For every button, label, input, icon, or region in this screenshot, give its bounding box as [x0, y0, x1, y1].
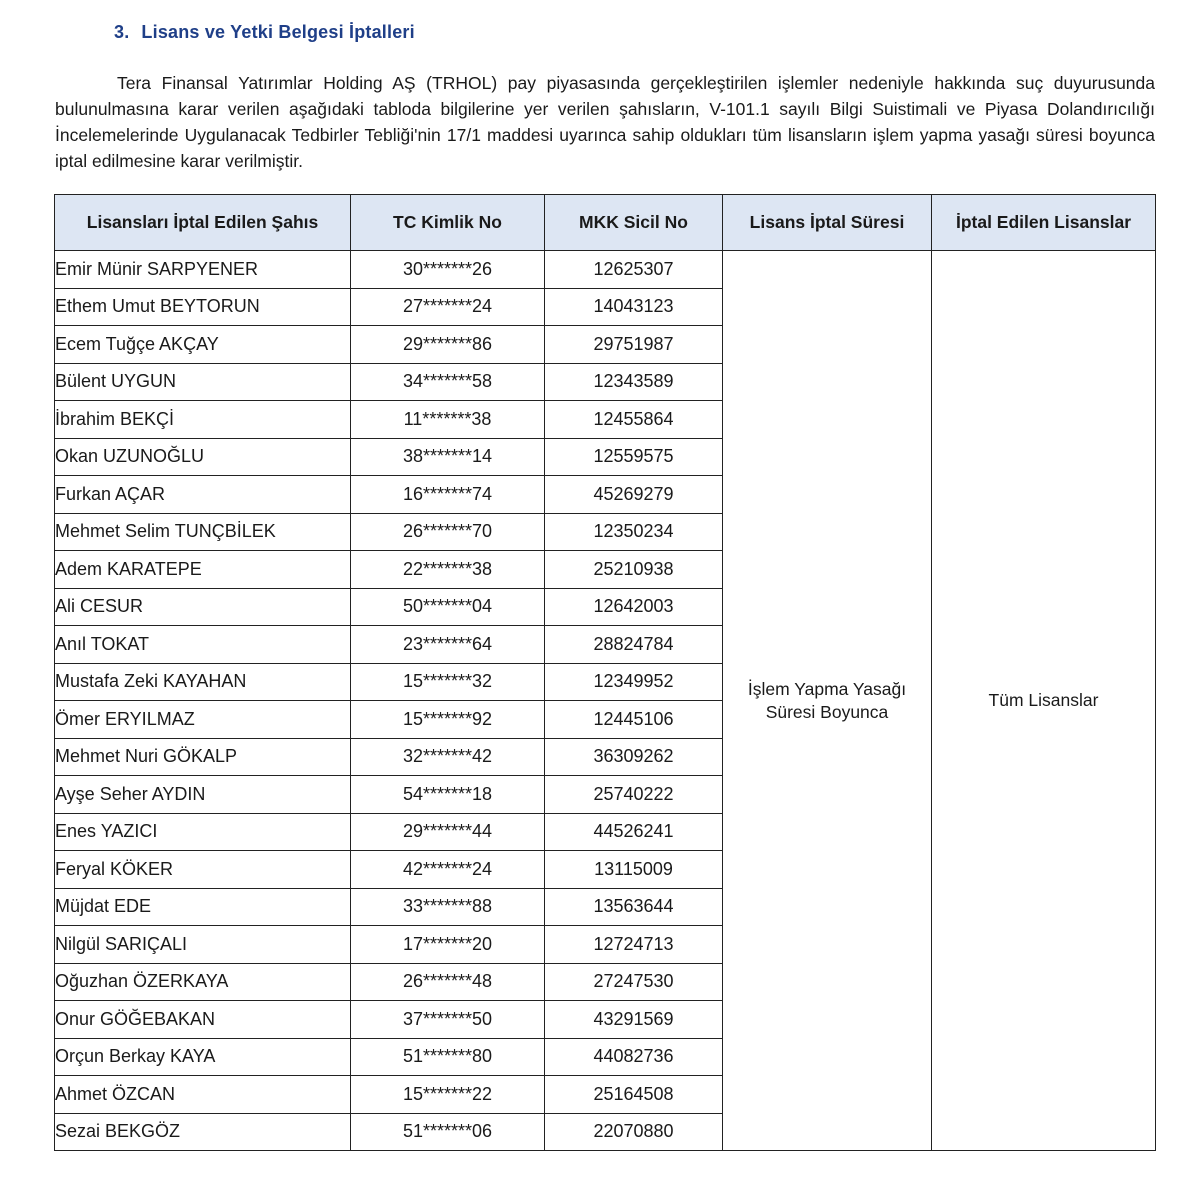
person-name-cell: Anıl TOKAT [55, 626, 351, 664]
mkk-number-cell: 13563644 [545, 888, 723, 926]
mkk-number-cell: 12445106 [545, 701, 723, 739]
mkk-number-cell: 27247530 [545, 963, 723, 1001]
tc-number-cell: 23*******64 [351, 626, 545, 664]
person-name-cell: Ahmet ÖZCAN [55, 1076, 351, 1114]
tc-number-cell: 16*******74 [351, 476, 545, 514]
person-name-cell: Adem KARATEPE [55, 551, 351, 589]
person-name-cell: Müjdat EDE [55, 888, 351, 926]
person-name-cell: Enes YAZICI [55, 813, 351, 851]
person-name-cell: Nilgül SARIÇALI [55, 926, 351, 964]
tc-number-cell: 15*******22 [351, 1076, 545, 1114]
section-heading [114, 22, 415, 43]
mkk-number-cell: 12724713 [545, 926, 723, 964]
mkk-number-cell: 12455864 [545, 401, 723, 439]
mkk-number-cell: 22070880 [545, 1113, 723, 1151]
table-body [55, 251, 1156, 1151]
person-name-cell: Mehmet Nuri GÖKALP [55, 738, 351, 776]
mkk-number-cell: 36309262 [545, 738, 723, 776]
licenses-cell: Tüm Lisanslar [932, 251, 1156, 1151]
tc-number-cell: 27*******24 [351, 288, 545, 326]
person-name-cell: Onur GÖĞEBAKAN [55, 1001, 351, 1039]
mkk-number-cell: 12349952 [545, 663, 723, 701]
person-name-cell: Ömer ERYILMAZ [55, 701, 351, 739]
tc-number-cell: 33*******88 [351, 888, 545, 926]
tc-number-cell: 32*******42 [351, 738, 545, 776]
tc-number-cell: 38*******14 [351, 438, 545, 476]
person-name-cell: Emir Münir SARPYENER [55, 251, 351, 289]
mkk-number-cell: 12343589 [545, 363, 723, 401]
person-name-cell: Mustafa Zeki KAYAHAN [55, 663, 351, 701]
tc-number-cell: 51*******80 [351, 1038, 545, 1076]
tc-number-cell: 26*******48 [351, 963, 545, 1001]
header-duration: Lisans İptal Süresi [723, 195, 932, 251]
person-name-cell: Bülent UYGUN [55, 363, 351, 401]
mkk-number-cell: 25210938 [545, 551, 723, 589]
person-name-cell: Oğuzhan ÖZERKAYA [55, 963, 351, 1001]
tc-number-cell: 37*******50 [351, 1001, 545, 1039]
mkk-number-cell: 29751987 [545, 326, 723, 364]
person-name-cell: Okan UZUNOĞLU [55, 438, 351, 476]
person-name-cell: Sezai BEKGÖZ [55, 1113, 351, 1151]
tc-number-cell: 29*******86 [351, 326, 545, 364]
table-row [55, 251, 1156, 289]
mkk-number-cell: 28824784 [545, 626, 723, 664]
duration-line-1: İşlem Yapma Yasağı [747, 678, 907, 699]
person-name-cell: Ethem Umut BEYTORUN [55, 288, 351, 326]
intro-paragraph: Tera Finansal Yatırımlar Holding AŞ (TRHOL) pay piyasasında gerçekleştirilen işlemler nedeniyle hakkında suç duyurusunda bulunulmasına karar verilen aşağıdaki tabloda bilgilerine yer verilen şahısların, V-101.1 sayılı Bilgi Suistimali ve Piyasa Dolandırıcılığı İncelemelerinde Uygulanacak Tedbirler Tebliği'nin 17/1 maddesi uyarınca sahip oldukları tüm lisansların işlem yapma yasağı süresi boyunca iptal edilmesine karar verilmiştir. [55, 73, 1155, 171]
mkk-number-cell: 12350234 [545, 513, 723, 551]
mkk-number-cell: 43291569 [545, 1001, 723, 1039]
section-title: Lisans ve Yetki Belgesi İptalleri [141, 22, 415, 42]
header-licenses: İptal Edilen Lisanslar [932, 195, 1156, 251]
section-number: 3. [114, 22, 130, 42]
mkk-number-cell: 12625307 [545, 251, 723, 289]
mkk-number-cell: 44082736 [545, 1038, 723, 1076]
mkk-number-cell: 13115009 [545, 851, 723, 889]
tc-number-cell: 51*******06 [351, 1113, 545, 1151]
person-name-cell: Feryal KÖKER [55, 851, 351, 889]
mkk-number-cell: 14043123 [545, 288, 723, 326]
header-person: Lisansları İptal Edilen Şahıs [55, 195, 351, 251]
header-mkk: MKK Sicil No [545, 195, 723, 251]
tc-number-cell: 11*******38 [351, 401, 545, 439]
mkk-number-cell: 44526241 [545, 813, 723, 851]
tc-number-cell: 50*******04 [351, 588, 545, 626]
tc-number-cell: 26*******70 [351, 513, 545, 551]
tc-number-cell: 17*******20 [351, 926, 545, 964]
person-name-cell: İbrahim BEKÇİ [55, 401, 351, 439]
person-name-cell: Orçun Berkay KAYA [55, 1038, 351, 1076]
person-name-cell: Ali CESUR [55, 588, 351, 626]
duration-line-2: Süresi Boyunca [765, 701, 889, 722]
tc-number-cell: 15*******32 [351, 663, 545, 701]
tc-number-cell: 22*******38 [351, 551, 545, 589]
mkk-number-cell: 25740222 [545, 776, 723, 814]
mkk-number-cell: 12642003 [545, 588, 723, 626]
tc-number-cell: 42*******24 [351, 851, 545, 889]
person-name-cell: Furkan AÇAR [55, 476, 351, 514]
tc-number-cell: 30*******26 [351, 251, 545, 289]
mkk-number-cell: 45269279 [545, 476, 723, 514]
mkk-number-cell: 12559575 [545, 438, 723, 476]
table-header-row [55, 195, 1156, 251]
tc-number-cell: 15*******92 [351, 701, 545, 739]
mkk-number-cell: 25164508 [545, 1076, 723, 1114]
person-name-cell: Ecem Tuğçe AKÇAY [55, 326, 351, 364]
license-cancellation-table [54, 194, 1156, 1151]
tc-number-cell: 34*******58 [351, 363, 545, 401]
person-name-cell: Ayşe Seher AYDIN [55, 776, 351, 814]
tc-number-cell: 29*******44 [351, 813, 545, 851]
duration-cell [723, 251, 932, 1151]
tc-number-cell: 54*******18 [351, 776, 545, 814]
header-tc: TC Kimlik No [351, 195, 545, 251]
person-name-cell: Mehmet Selim TUNÇBİLEK [55, 513, 351, 551]
